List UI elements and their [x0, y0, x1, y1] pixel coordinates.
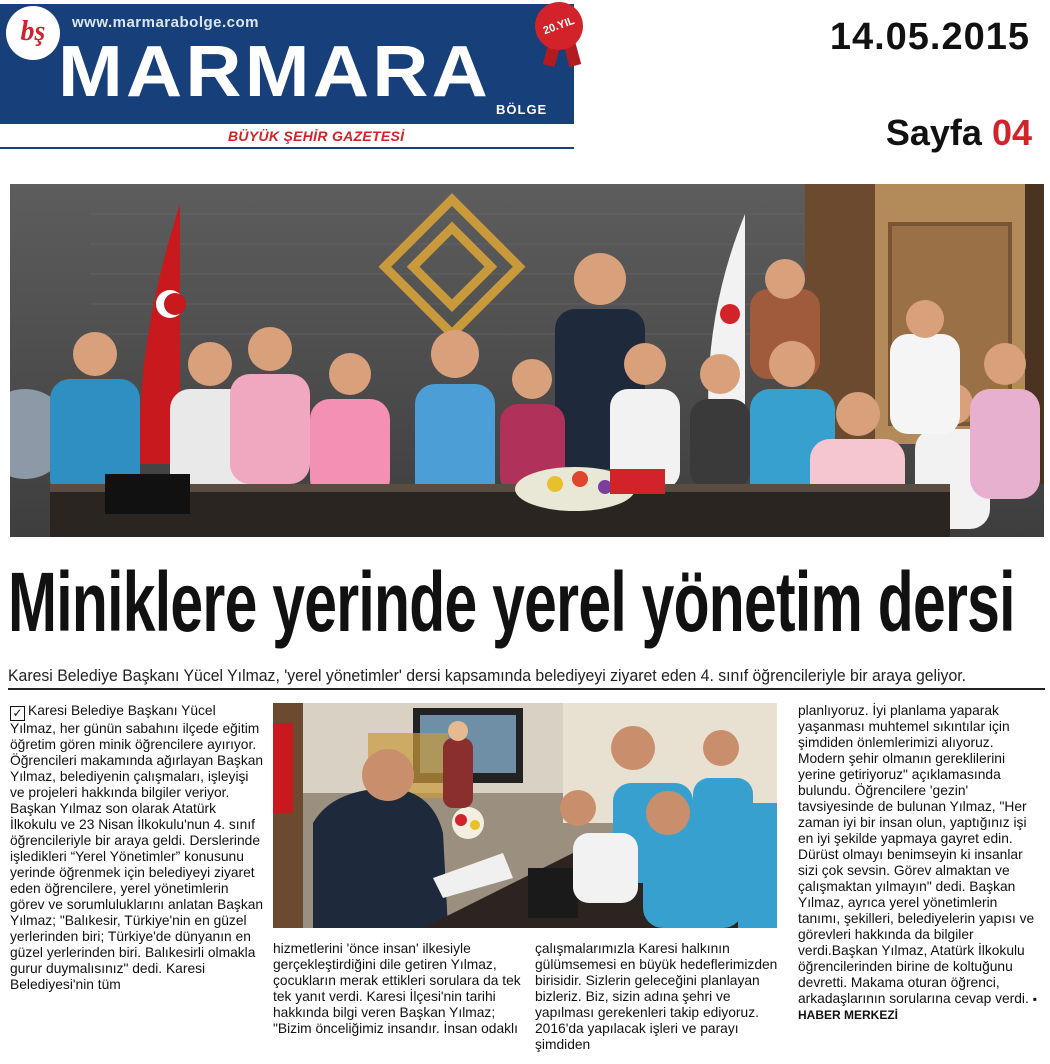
- checkmark-icon: ✓: [10, 706, 25, 721]
- column-1-text: Karesi Belediye Başkanı Yücel Yılmaz, her günün sabahını ilçede eğitim öğretim gören minik öğrencilere ayırıyor. Öğrencileri makamında ağırlayan Başkan Yılmaz, belediyenin çalışmaları, işleyişi ve projeleri hakkında bilgiler veriyor. Başkan Yılmaz son olarak Atatürk İlkokulu ve 23 Nisan İlkokulu'nun 4. sınıf öğrencileriyle bir araya geldi. Derslerinde işledikleri “Yerel Yönetimler” konusunu yerinde öğrenmek için belediyeyi ziyaret eden öğrencilere, yerel yönetimlerin görev ve sorumluluklarını anlatan Başkan Yılmaz; "Balıkesir, Türkiye'nin en güzel yerlerinden biri; Türkiye'de dünyanın en güzel yerlerinden biri. Balıkesirli olmakla gurur duymalısınız" dedi. Karesi Belediyesi'nin tüm: [10, 703, 264, 992]
- article-headline: Miniklere yerinde yerel yönetim dersi: [8, 555, 1015, 649]
- masthead-url: www.marmarabolge.com: [72, 14, 259, 31]
- page-number: [886, 112, 1032, 154]
- page-number-value: 04: [991, 112, 1032, 153]
- article-column-2: hizmetlerini 'önce insan' ilkesiyle gerçekleştirdiğini dile getiren Yılmaz, çocukların merak ettikleri sorulara da tek tek yanıt verdi. Karesi İlçesi'nin tarihi hakkında bilgi veren Başkan Yılmaz; "Bizim önceliğimiz insandır. İnsan odaklı: [273, 941, 521, 1036]
- masthead: [0, 0, 575, 150]
- masthead-tagline: BÜYÜK ŞEHİR GAZETESİ: [228, 128, 405, 144]
- masthead-divider: [0, 147, 574, 149]
- article-column-3: çalışmalarımızla Karesi halkının gülümsemesi en büyük hedeflerimizden birisidir. Sizlerin geleceğini planlayan bizleriz. Biz, sizin adına şehri ve yapılması gerekenleri takip ediyoruz. 2016'da yapılacak işleri ve parayı şimdiden: [535, 941, 778, 1052]
- issue-date: 14.05.2015: [829, 16, 1030, 58]
- article-column-4: [798, 703, 1042, 1023]
- page-label-text: Sayfa: [885, 112, 982, 153]
- article-byline: ▪ HABER MERKEZİ: [798, 992, 1037, 1022]
- photo-mayor-at-desk: [273, 703, 777, 928]
- subhead-divider: [8, 688, 1045, 690]
- anniversary-badge: 20.YIL: [528, 0, 590, 57]
- masthead-title: MARMARA: [58, 32, 492, 112]
- masthead-subtitle: BÖLGE: [496, 102, 548, 117]
- article-subhead: Karesi Belediye Başkanı Yücel Yılmaz, 'yerel yönetimler' dersi kapsamında belediyeyi ziyaret eden 4. sınıf öğrencileriyle bir araya geliyor.: [8, 666, 967, 685]
- article-column-1: [10, 703, 265, 993]
- photo-mayor-with-students: [10, 184, 1044, 537]
- newspaper-logo-icon: bş: [6, 6, 60, 60]
- column-4-text: planlıyoruz. İyi planlama yaparak yaşanması muhtemel sıkıntılar için şimdiden önlemlerimizi alıyoruz. Modern şehir olmanın gereklilerini yerine getiriyoruz" açıklamasında bulundu. Öğrencilere 'gezin' tavsiyesinde de bulunan Yılmaz, "Her zaman iyi bir insan olun, yaptığınız işi en iyi şekilde yapmaya gayret edin. Dürüst olmayı benimseyin ki insanlar sizi çok sevsin. Görev almaktan ve çalışmaktan yılmayın" dedi. Başkan Yılmaz, ayrıca yerel yönetimlerin tanımı, şekilleri, belediyelerin yapısı ve görevleri hakkında da bilgiler verdi.Başkan Yılmaz, Atatürk İlkokulu öğrencilerinden birine de koltuğunu devretti. Makama oturan öğrenci, arkadaşlarının sorularına cevap verdi.: [798, 703, 1035, 1006]
